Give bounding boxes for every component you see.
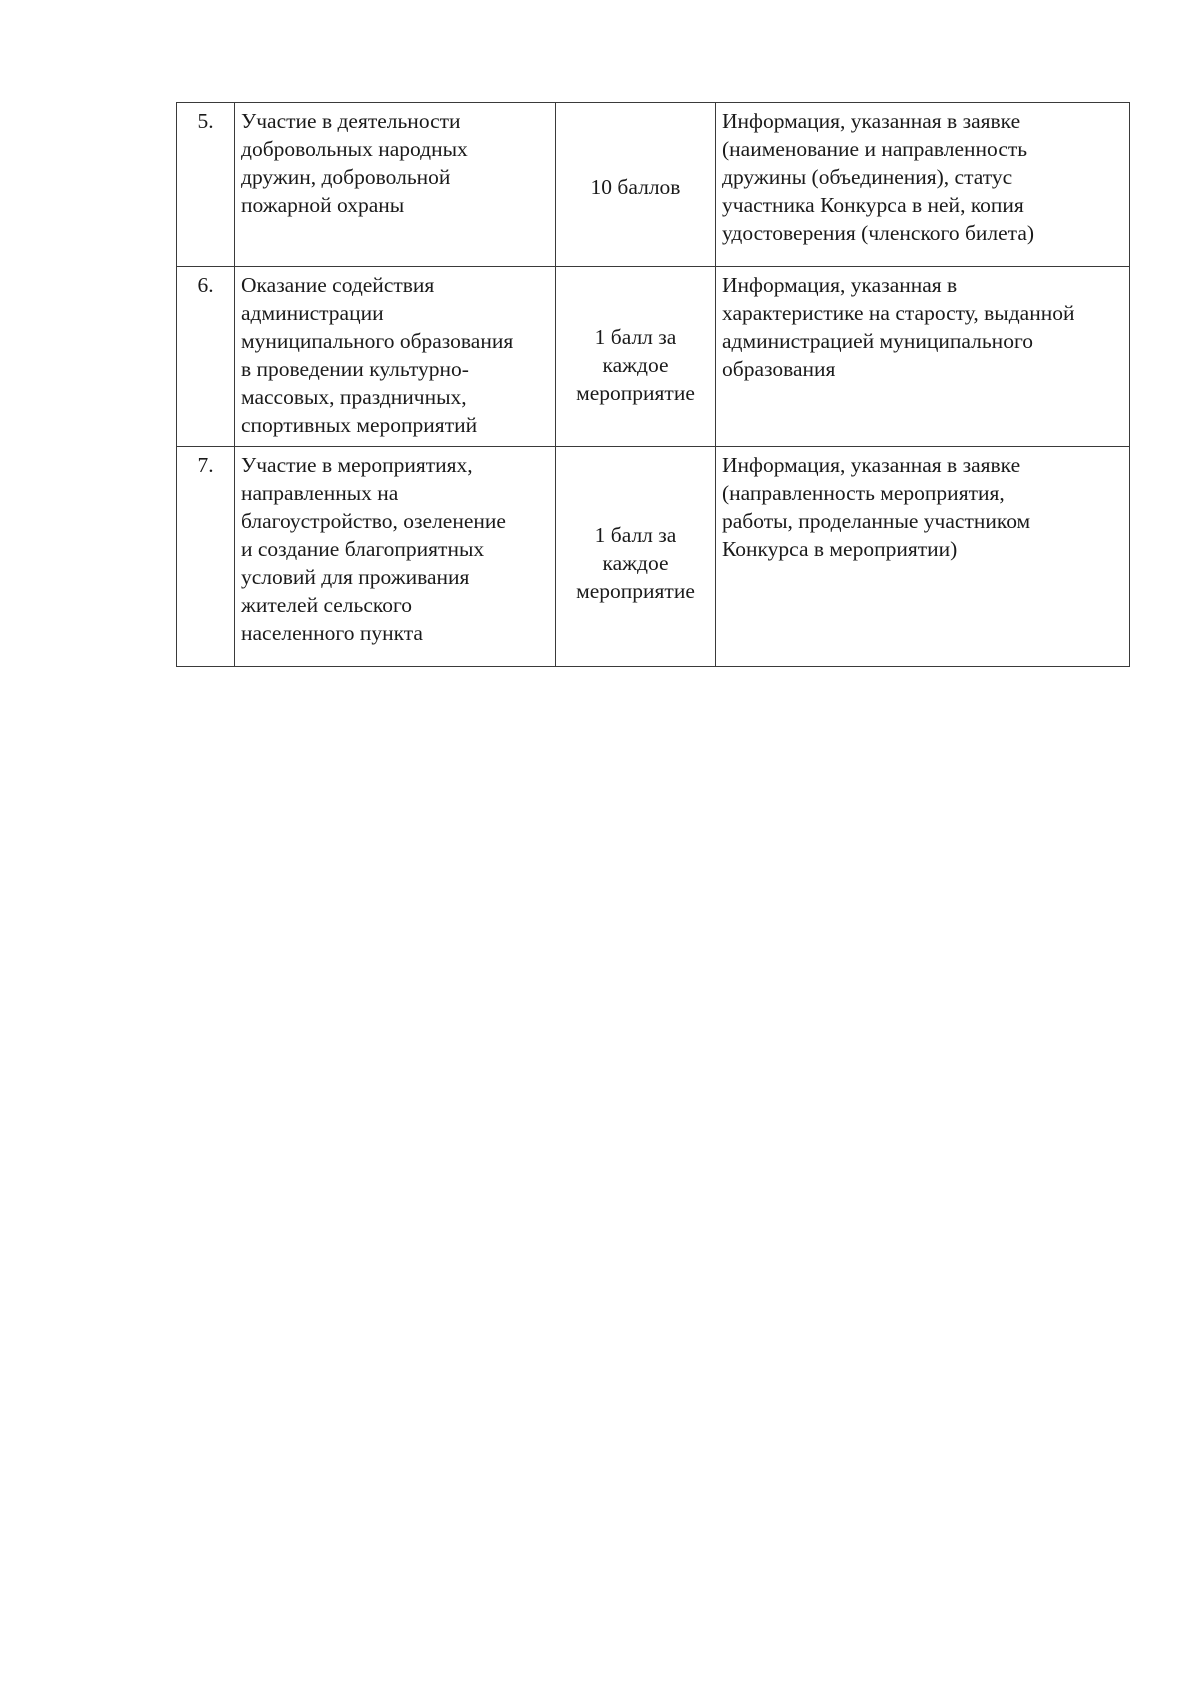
score-line: 1 балл за: [594, 523, 677, 547]
table-row: [177, 267, 1130, 447]
score-line: мероприятие: [576, 579, 695, 603]
documents-line: участника Конкурса в ней, копия: [722, 193, 1024, 217]
criterion-line: спортивных мероприятий: [241, 413, 478, 437]
documents-line: администрацией муниципального: [722, 329, 1033, 353]
documents-line: дружины (объединения), статус: [722, 165, 1013, 189]
documents-line: Информация, указанная в заявке: [722, 453, 1021, 477]
row-number: 6.: [177, 267, 235, 447]
criterion-line: жителей сельского: [241, 593, 413, 617]
row-number: 7.: [177, 447, 235, 667]
documents-line: Конкурса в мероприятии): [722, 537, 958, 561]
criterion-cell: [235, 103, 556, 267]
criterion-line: муниципального образования: [241, 329, 514, 353]
documents-line: Информация, указанная в: [722, 273, 958, 297]
score-cell: [556, 267, 716, 447]
score-line: 10 баллов: [590, 175, 681, 199]
documents-line: удостоверения (членского билета): [722, 221, 1035, 245]
documents-line: образования: [722, 357, 836, 381]
criteria-table: [176, 102, 1130, 667]
criterion-line: в проведении культурно-: [241, 357, 469, 381]
criterion-line: направленных на: [241, 481, 399, 505]
criterion-line: дружин, добровольной: [241, 165, 451, 189]
criterion-line: населенного пункта: [241, 621, 423, 645]
documents-cell: [716, 267, 1130, 447]
documents-line: (наименование и направленность: [722, 137, 1028, 161]
documents-line: (направленность мероприятия,: [722, 481, 1005, 505]
score-line: мероприятие: [576, 381, 695, 405]
criterion-line: массовых, праздничных,: [241, 385, 467, 409]
row-number: 5.: [177, 103, 235, 267]
criterion-line: условий для проживания: [241, 565, 470, 589]
criterion-line: Участие в деятельности: [241, 109, 461, 133]
documents-line: Информация, указанная в заявке: [722, 109, 1021, 133]
documents-cell: [716, 103, 1130, 267]
criterion-line: и создание благоприятных: [241, 537, 485, 561]
score-cell: [556, 103, 716, 267]
criterion-line: администрации: [241, 301, 384, 325]
table-row: [177, 447, 1130, 667]
criterion-line: пожарной охраны: [241, 193, 405, 217]
documents-line: работы, проделанные участником: [722, 509, 1031, 533]
score-line: каждое: [602, 353, 669, 377]
documents-cell: [716, 447, 1130, 667]
score-line: 1 балл за: [594, 325, 677, 349]
criterion-line: благоустройство, озеленение: [241, 509, 506, 533]
criterion-line: Участие в мероприятиях,: [241, 453, 473, 477]
score-line: каждое: [602, 551, 669, 575]
criterion-cell: [235, 447, 556, 667]
criterion-line: Оказание содействия: [241, 273, 435, 297]
criterion-cell: [235, 267, 556, 447]
criterion-line: добровольных народных: [241, 137, 468, 161]
score-cell: [556, 447, 716, 667]
table-row: [177, 103, 1130, 267]
documents-line: характеристике на старосту, выданной: [722, 301, 1075, 325]
